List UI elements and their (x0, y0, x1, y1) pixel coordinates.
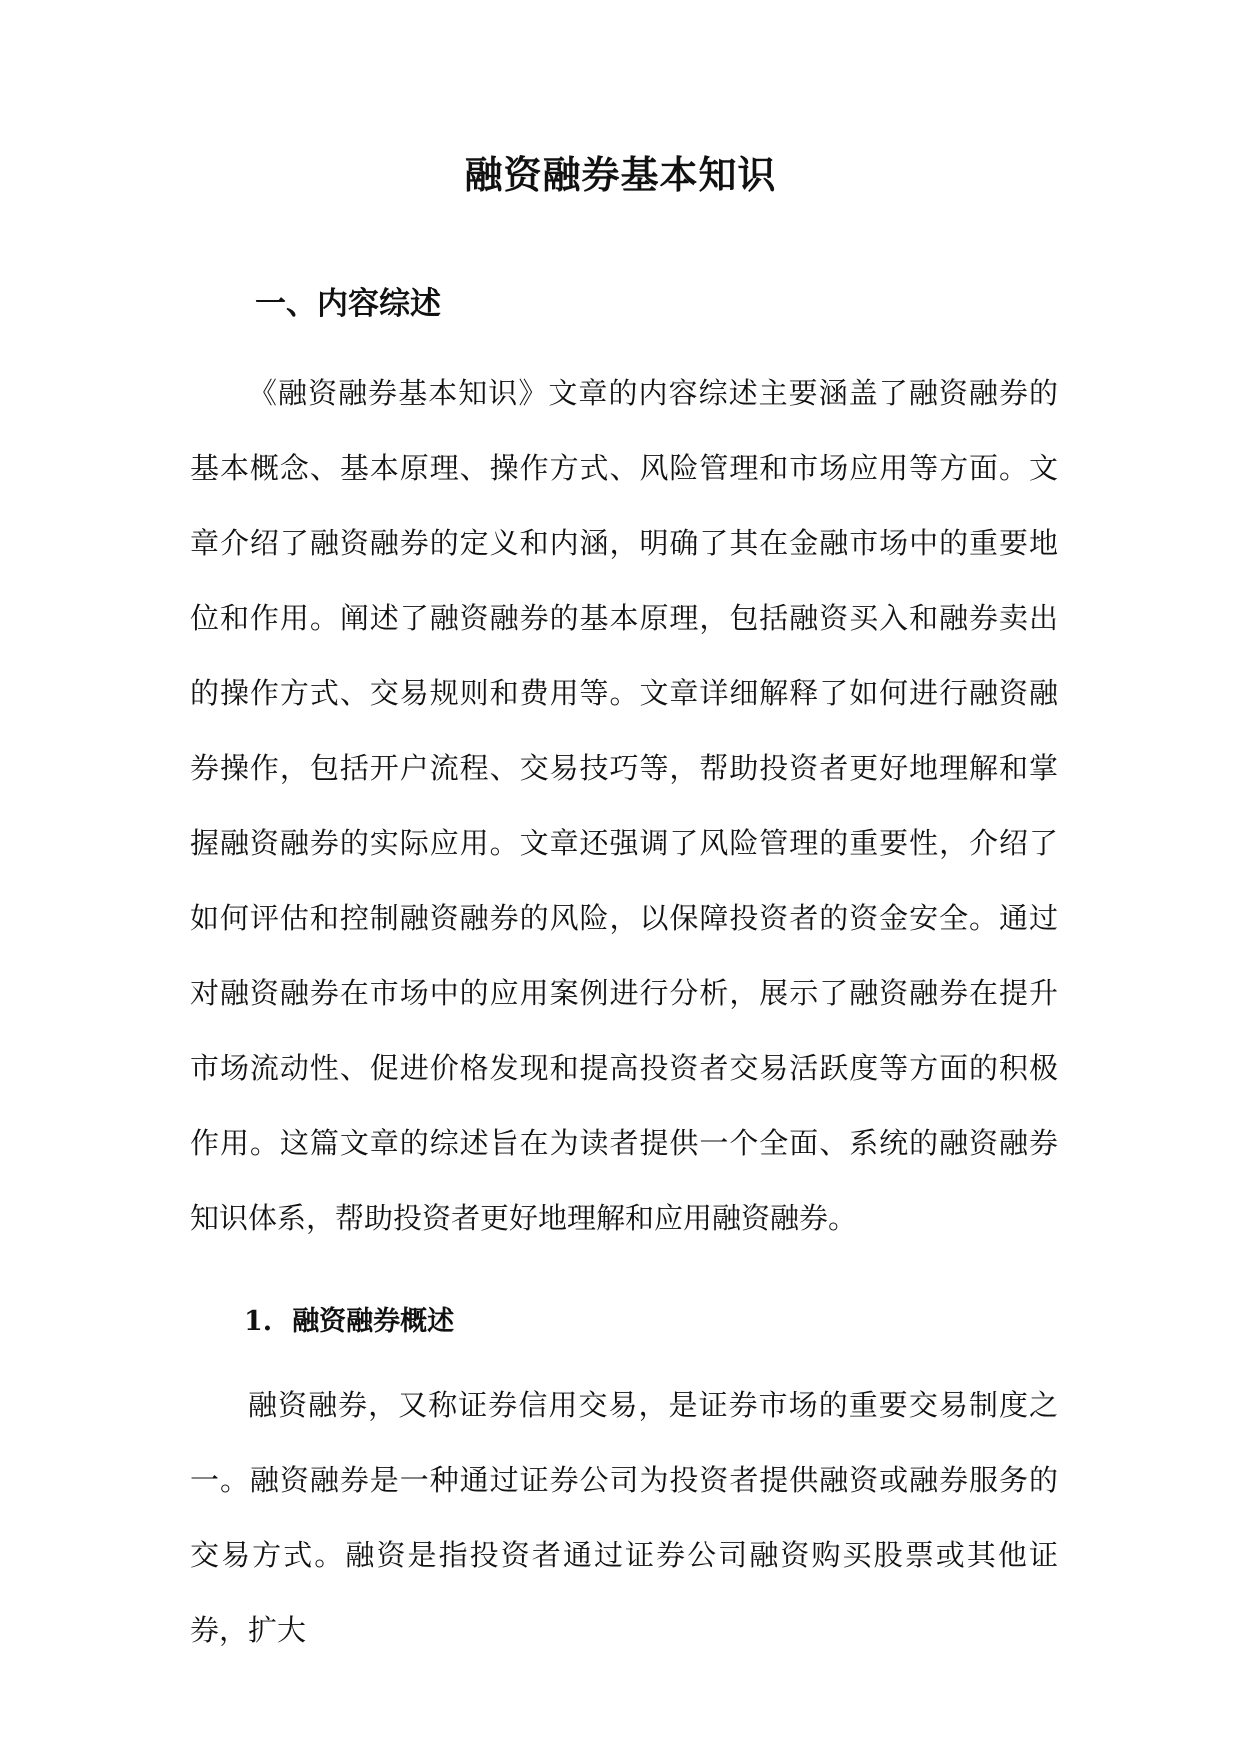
subsection-number: 1. (244, 1306, 273, 1337)
subsection-heading (244, 1302, 454, 1342)
section-heading-overview: 一、内容综述 (255, 286, 441, 322)
subsection-title: 融资融券概述 (292, 1306, 455, 1337)
summary-paragraph: 融资融券，又称证券信用交易，是证券市场的重要交易制度之一。融资融券是一种通过证券公司为投资者提供融资或融券服务的交易方式。融资是指投资者通过证券公司融资购买股票或其他证券，扩大 (190, 1388, 1058, 1647)
document-title: 融资融券基本知识 (464, 152, 777, 197)
overview-paragraph: 《融资融券基本知识》文章的内容综述主要涵盖了融资融券的基本概念、基本原理、操作方式、风险管理和市场应用等方面。文章介绍了融资融券的定义和内涵，明确了其在金融市场中的重要地位和作用。阐述了融资融券的基本原理，包括融资买入和融券卖出的操作方式、交易规则和费用等。文章详细解释了如何进行融资融券操作，包括开户流程、交易技巧等，帮助投资者更好地理解和掌握融资融券的实际应用。文章还强调了风险管理的重要性，介绍了如何评估和控制融资融券的风险，以保障投资者的资金安全。通过对融资融券在市场中的应用案例进行分析，展示了融资融券在提升市场流动性、促进价格发现和提高投资者交易活跃度等方面的积极作用。这篇文章的综述旨在为读者提供一个全面、系统的融资融券知识体系，帮助投资者更好地理解和应用融资融券。 (190, 376, 1058, 1235)
